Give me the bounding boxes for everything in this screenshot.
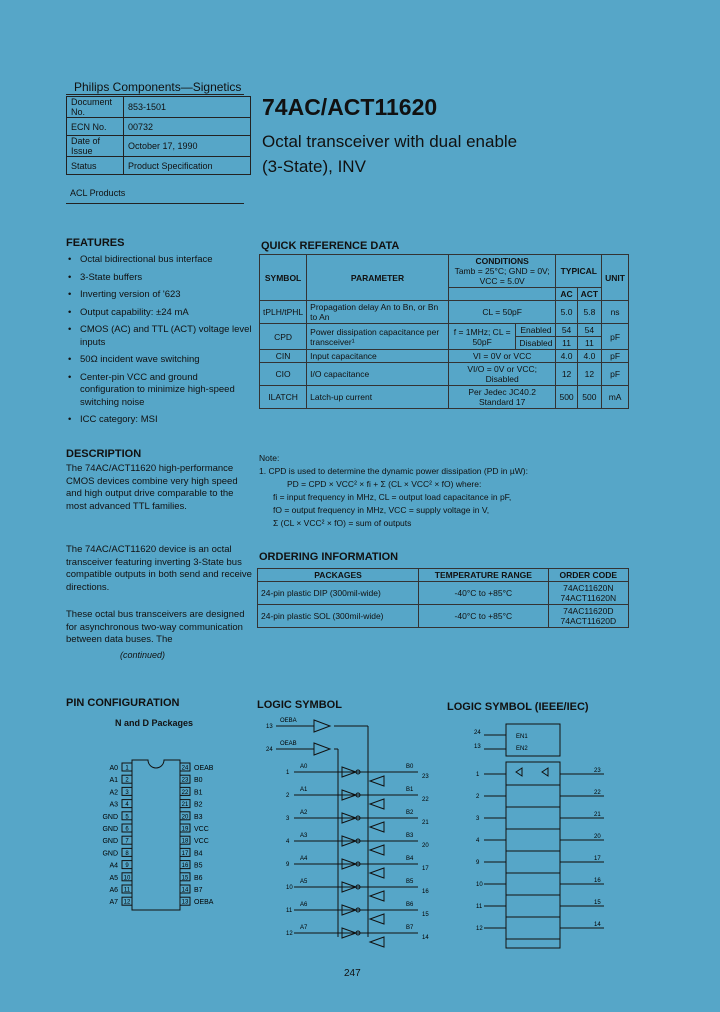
ieee-data-block: [506, 762, 560, 948]
qrd-heading: QUICK REFERENCE DATA: [261, 240, 400, 252]
pin-label: B6: [194, 874, 203, 882]
input-label: A3: [300, 833, 308, 839]
output-label: B3: [406, 833, 414, 839]
input-pin-number: 3: [286, 816, 290, 822]
pin-diagram: [60, 740, 250, 920]
qrd-header-unit: UNIT: [602, 255, 629, 301]
pin-number: 23: [181, 777, 189, 784]
pin-label: A7: [109, 899, 118, 907]
page-number: 247: [344, 968, 361, 979]
ord-code: [548, 605, 628, 628]
qrd-header-conditions: [448, 255, 556, 288]
oe-pin-number: 24: [266, 747, 273, 753]
ord-temp: -40°C to +85°C: [419, 582, 549, 605]
ord-package: 24-pin plastic DIP (300mil-wide): [258, 582, 419, 605]
pin-label: B0: [194, 777, 203, 785]
ieee-input-pin: 3: [476, 816, 480, 822]
ieee-input-pin: 1: [476, 772, 480, 778]
notes-heading: Note:: [259, 453, 280, 463]
feature-item: • Center-pin VCC and ground configuration to minimize high-speed switching noise: [68, 372, 254, 410]
pin-number: 21: [181, 802, 189, 809]
qrd-act-value: 11: [577, 337, 601, 350]
ieee-input-pin: 9: [476, 860, 480, 866]
feature-item: • 3-State buffers: [68, 272, 254, 285]
ieee-direction-icon: [516, 768, 548, 776]
pin-label: A0: [109, 765, 118, 772]
ord-temp: -40°C to +85°C: [419, 605, 549, 628]
output-label: B5: [406, 879, 414, 885]
qrd-ac-value: 12: [556, 363, 577, 386]
pin-config-heading: PIN CONFIGURATION: [66, 697, 180, 709]
inverting-buffer: [370, 891, 384, 901]
pin-label: VCC: [194, 826, 209, 833]
doc-info-label: Status: [67, 157, 124, 175]
output-pin-number: 15: [422, 912, 429, 918]
qrd-state: Enabled: [516, 324, 556, 337]
qrd-condition: Per Jedec JC40.2 Standard 17: [448, 386, 556, 409]
ieee-en-label: EN1: [516, 734, 528, 740]
ieee-output-pin: 15: [594, 900, 601, 906]
ieee-output-pin: 14: [594, 922, 601, 928]
ord-code-line: 74ACT11620D: [560, 616, 617, 626]
output-pin-number: 21: [422, 820, 429, 826]
qrd-notes: [259, 452, 629, 530]
pin-number: 11: [123, 887, 131, 894]
ieee-output-pin: 22: [594, 790, 601, 796]
feature-item: • Octal bidirectional bus interface: [68, 254, 254, 267]
qrd-act-value: 12: [577, 363, 601, 386]
ieee-input-pin: 10: [476, 882, 483, 888]
qrd-parameter: Propagation delay An to Bn, or Bn to An: [307, 301, 449, 324]
qrd-condition: CL = 50pF: [448, 301, 556, 324]
pin-label: B1: [194, 789, 203, 797]
ordering-heading: ORDERING INFORMATION: [259, 551, 399, 563]
doc-info-value: October 17, 1990: [124, 136, 251, 157]
qrd-symbol: tPLH/tPHL: [260, 301, 307, 324]
pin-number: 20: [181, 814, 189, 821]
pin-number: 24: [181, 765, 189, 772]
ieee-output-pin: 23: [594, 768, 601, 774]
doc-info-value: Product Specification: [124, 157, 251, 175]
note-line: Σ (CL × VCC² × fO) = sum of outputs: [273, 518, 412, 528]
qrd-header-parameter: PARAMETER: [307, 255, 449, 301]
pin-number: 22: [181, 789, 189, 796]
continued-note: (continued): [120, 650, 166, 660]
qrd-ac-value: 500: [556, 386, 577, 409]
pin-number: 19: [181, 826, 189, 833]
input-pin-number: 10: [286, 885, 293, 891]
doc-info-label: Document No.: [67, 97, 124, 118]
description-heading: DESCRIPTION: [66, 448, 142, 460]
pin-label: A5: [109, 874, 118, 882]
qrd-symbol: CIN: [260, 350, 307, 363]
pin-number: 7: [125, 838, 129, 845]
output-label: B6: [406, 902, 414, 908]
ieee-en-pin: 24: [474, 730, 481, 736]
pin-label: A2: [109, 789, 118, 797]
feature-item: • CMOS (AC) and TTL (ACT) voltage level inputs: [68, 324, 254, 349]
ieee-en-label: EN2: [516, 746, 528, 752]
pin-number: 8: [125, 850, 129, 857]
pin-number: 6: [125, 826, 129, 833]
ordering-table: [257, 568, 629, 628]
input-label: A1: [300, 787, 308, 793]
input-pin-number: 2: [286, 793, 290, 799]
feature-item: • 50Ω incident wave switching: [68, 354, 254, 367]
qrd-condition: VI = 0V or VCC: [448, 350, 556, 363]
qrd-act-value: 5.8: [577, 301, 601, 324]
description-paragraph: The 74AC/ACT11620 high-performance CMOS devices combine very high speed and high output drive comparable to the most advanced TTL families.: [66, 463, 238, 512]
pin-label: GND: [102, 813, 118, 821]
pin-label: GND: [102, 838, 118, 846]
pin-number: 3: [125, 789, 129, 796]
header-rule-bottom: [66, 203, 244, 204]
pin-label: B7: [194, 887, 203, 894]
pin-number: 15: [181, 875, 189, 882]
qrd-cond-line: Tamb = 25°C; GND = 0V;: [454, 266, 550, 276]
input-pin-number: 11: [286, 908, 293, 914]
output-pin-number: 20: [422, 843, 429, 849]
inverting-buffer: [370, 799, 384, 809]
output-pin-number: 17: [422, 866, 429, 872]
qrd-unit: ns: [602, 301, 629, 324]
output-label: B2: [406, 810, 414, 816]
part-number: 74AC/ACT11620: [262, 94, 438, 120]
description-paragraph: These octal bus transceivers are designed for asynchronous two-way communication between data buses. The: [66, 609, 245, 645]
qrd-symbol: CIO: [260, 363, 307, 386]
input-label: A7: [300, 925, 308, 931]
ord-package: 24-pin plastic SOL (300mil-wide): [258, 605, 419, 628]
pin-label: B4: [194, 850, 203, 858]
pin-label: OEBA: [194, 899, 214, 907]
ord-header-packages: PACKAGES: [258, 569, 419, 582]
qrd-ac-value: 5.0: [556, 301, 577, 324]
pin-label: A3: [109, 801, 118, 809]
ieee-symbol-heading: LOGIC SYMBOL (IEEE/IEC): [447, 701, 589, 713]
qrd-parameter: Power dissipation capacitance per transceiver¹: [307, 324, 449, 350]
ord-code-line: 74ACT11620N: [560, 593, 617, 603]
qrd-parameter: Latch-up current: [307, 386, 449, 409]
qrd-parameter: Input capacitance: [307, 350, 449, 363]
qrd-state: Disabled: [516, 337, 556, 350]
inverting-buffer: [370, 845, 384, 855]
ieee-input-pin: 2: [476, 794, 480, 800]
pin-number: 16: [181, 863, 189, 870]
doc-info-label: Date of Issue: [67, 136, 124, 157]
feature-item: • ICC category: MSI: [68, 414, 254, 427]
inverting-buffer: [370, 937, 384, 947]
ic-package-outline: [132, 760, 180, 910]
qrd-parameter: I/O capacitance: [307, 363, 449, 386]
inverting-buffer: [370, 776, 384, 786]
ieee-control-block: [506, 724, 560, 756]
qrd-header-symbol: SYMBOL: [260, 255, 307, 301]
pin-label: OEAB: [194, 765, 214, 772]
qrd-ac-value: 54: [556, 324, 577, 337]
pin-label: B2: [194, 801, 203, 809]
note-line: PD = CPD × VCC² × fi + Σ (CL × VCC² × fO) where:: [287, 479, 482, 489]
ieee-en-pin: 13: [474, 744, 481, 750]
pin-label: GND: [102, 850, 118, 858]
output-label: B0: [406, 764, 414, 770]
oe-label: OEAB: [280, 741, 297, 747]
ord-header-code: ORDER CODE: [548, 569, 628, 582]
pin-number: 5: [125, 814, 129, 821]
qrd-condition: f = 1MHz; CL = 50pF: [448, 324, 516, 350]
qrd-act-value: 4.0: [577, 350, 601, 363]
pin-number: 18: [181, 838, 189, 845]
qrd-ac-value: 4.0: [556, 350, 577, 363]
output-pin-number: 23: [422, 774, 429, 780]
company-name: Philips Components—Signetics: [74, 80, 242, 94]
header-rule: [66, 94, 244, 95]
doc-info-value: 853-1501: [124, 97, 251, 118]
features-list: [68, 254, 254, 432]
input-label: A6: [300, 902, 308, 908]
ord-code-line: 74AC11620D: [563, 606, 614, 616]
pin-number: 14: [181, 887, 189, 894]
output-pin-number: 16: [422, 889, 429, 895]
quick-reference-table: [259, 254, 629, 409]
ieee-output-pin: 21: [594, 812, 601, 818]
pin-number: 12: [123, 899, 131, 906]
input-pin-number: 4: [286, 839, 290, 845]
ieee-input-pin: 4: [476, 838, 480, 844]
package-label: N and D Packages: [115, 718, 194, 728]
oe-pin-number: 13: [266, 724, 273, 730]
input-label: A4: [300, 856, 308, 862]
device-title-line1: Octal transceiver with dual enable: [262, 132, 518, 151]
output-pin-number: 14: [422, 935, 429, 941]
qrd-act-value: 54: [577, 324, 601, 337]
qrd-header-typical: TYPICAL: [556, 255, 602, 288]
ieee-input-pin: 12: [476, 926, 483, 932]
qrd-unit: pF: [602, 324, 629, 350]
note-line: fO = output frequency in MHz, VCC = supply voltage in V,: [273, 505, 490, 515]
output-label: B1: [406, 787, 414, 793]
ord-code: [548, 582, 628, 605]
qrd-cond-title: CONDITIONS: [475, 256, 529, 266]
ord-header-temp: TEMPERATURE RANGE: [419, 569, 549, 582]
ieee-output-pin: 20: [594, 834, 601, 840]
pin-label: VCC: [194, 838, 209, 846]
device-title-line2: (3-State), INV: [262, 157, 366, 176]
pin-number: 10: [123, 875, 131, 882]
oe-buffer: [314, 720, 330, 755]
inverting-buffer: [370, 822, 384, 832]
ieee-output-pin: 17: [594, 856, 601, 862]
input-label: A2: [300, 810, 308, 816]
doc-info-label: ECN No.: [67, 118, 124, 136]
input-pin-number: 9: [286, 862, 290, 868]
qrd-unit: mA: [602, 386, 629, 409]
ieee-output-pin: 16: [594, 878, 601, 884]
ieee-symbol-diagram: [466, 712, 626, 962]
qrd-condition: VI/O = 0V or VCC; Disabled: [448, 363, 556, 386]
pin-label: GND: [102, 826, 118, 833]
qrd-unit: pF: [602, 363, 629, 386]
logic-symbol-heading: LOGIC SYMBOL: [257, 699, 342, 711]
qrd-header-ac: AC: [556, 288, 577, 301]
feature-item: • Inverting version of '623: [68, 289, 254, 302]
document-info-table: [66, 96, 251, 175]
input-label: A0: [300, 764, 308, 770]
input-label: A5: [300, 879, 308, 885]
qrd-ac-value: 11: [556, 337, 577, 350]
logic-symbol-diagram: [258, 712, 438, 962]
feature-item: • Output capability: ±24 mA: [68, 307, 254, 320]
pin-label: B3: [194, 813, 203, 821]
output-label: B4: [406, 856, 414, 862]
qrd-act-value: 500: [577, 386, 601, 409]
qrd-symbol: CPD: [260, 324, 307, 350]
pin-label: A4: [109, 862, 118, 870]
pin-number: 4: [125, 802, 129, 809]
inverting-buffer: [370, 868, 384, 878]
pin-label: A1: [109, 777, 118, 785]
note-line: fi = input frequency in MHz, CL = output load capacitance in pF,: [273, 492, 512, 502]
pin-number: 1: [125, 765, 129, 772]
qrd-header-spacer: [448, 288, 556, 301]
qrd-header-act: ACT: [577, 288, 601, 301]
qrd-symbol: ILATCH: [260, 386, 307, 409]
description-paragraph: The 74AC/ACT11620 device is an octal transceiver featuring inverting 3-State bus compatible outputs in both send and receive directions.: [66, 544, 252, 593]
oe-label: OEBA: [280, 718, 297, 724]
input-pin-number: 1: [286, 770, 290, 776]
note-line: 1. CPD is used to determine the dynamic power dissipation (PD in µW):: [259, 466, 528, 476]
pin-number: 13: [181, 899, 189, 906]
ieee-input-pin: 11: [476, 904, 483, 910]
doc-info-value: 00732: [124, 118, 251, 136]
inverting-buffer: [370, 914, 384, 924]
qrd-cond-line: VCC = 5.0V: [479, 276, 525, 286]
qrd-unit: pF: [602, 350, 629, 363]
pin-number: 2: [125, 777, 129, 784]
pin-number: 17: [181, 850, 189, 857]
pin-label: A6: [109, 887, 118, 894]
product-line: ACL Products: [70, 188, 126, 198]
input-pin-number: 12: [286, 931, 293, 937]
pin-label: B5: [194, 862, 203, 870]
output-pin-number: 22: [422, 797, 429, 803]
features-heading: FEATURES: [66, 237, 125, 249]
ord-code-line: 74AC11620N: [563, 583, 614, 593]
pin-number: 9: [125, 863, 129, 870]
output-label: B7: [406, 925, 414, 931]
